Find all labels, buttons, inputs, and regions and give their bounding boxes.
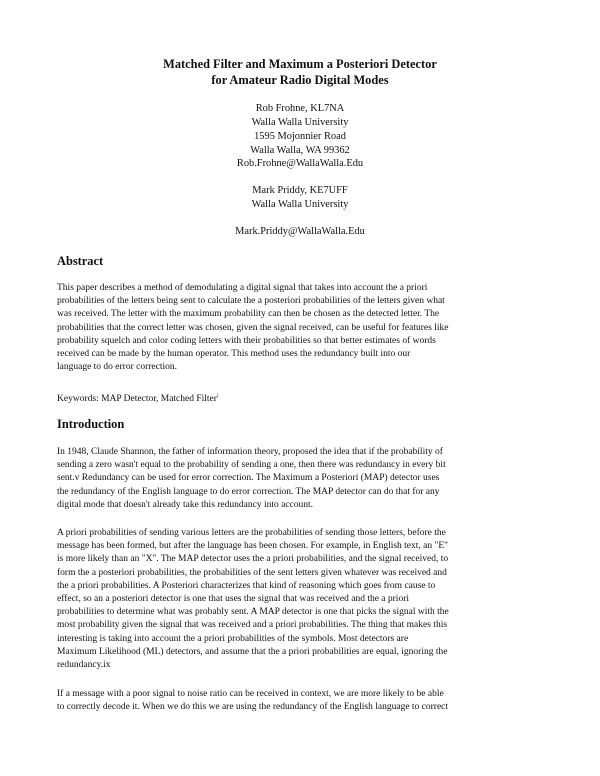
intro-line: A priori probabilities of sending various letters are the probabilities of sending those letters, before the <box>57 528 446 538</box>
intro-line: In 1948, Claude Shannon, the father of information theory, proposed the idea that if the probability of <box>57 447 443 457</box>
abstract-line: received can be made by the human operator. This method uses the redundancy built into our <box>57 349 411 360</box>
keywords-text: Keywords: MAP Detector, Matched Filter <box>57 394 217 405</box>
paper-title-line-1: Matched Filter and Maximum a Posteriori Detector <box>163 57 437 71</box>
intro-line: Maximum Likelihood (ML) detectors, and assume that the a priori probabilities are equal, ignoring the <box>57 646 448 657</box>
author2-name: Mark Priddy, KE7UFF <box>252 185 348 196</box>
intro-line: sent.v Redundancy can be used for error correction. The Maximum a Posteriori (MAP) detector uses <box>57 473 440 484</box>
intro-paragraph-1 <box>57 446 547 512</box>
intro-paragraph-2 <box>57 527 547 672</box>
author1-email: Rob.Frohne@WallaWalla.Edu <box>236 158 364 169</box>
abstract-line: was received. The letter with the maximum probability can then be chosen as the detected letter. The <box>57 309 440 320</box>
author2-org: Walla Walla University <box>251 199 349 210</box>
footnote-mark: i <box>216 394 219 399</box>
intro-line: effect, so an a posteriori detector is one that uses the signal that was received and the a priori <box>57 594 409 605</box>
intro-line: the redundancy of the English language to do error correction. The MAP detector can do that for any <box>57 486 440 497</box>
intro-line: If a message with a poor signal to noise ratio can be received in context, we are more likely to be able <box>57 689 444 699</box>
abstract-line: language to do error correction. <box>57 362 178 373</box>
intro-line: interesting is taking into account the a priori probabilities of the symbols. Most detectors are <box>57 633 409 644</box>
author1-city: Walla Walla, WA 99362 <box>250 145 350 156</box>
intro-line: digital mode that doesn't already take this redundancy into account. <box>57 499 314 510</box>
intro-line: is more likely than an "X". The MAP detector uses the a priori probabilities, and the signal received, to <box>57 554 449 565</box>
author1-name: Rob Frohne, KL7NA <box>255 103 345 114</box>
intro-line: form the a posteriori probabilities, the probabilities of the sent letters given whatever was received and <box>57 567 447 578</box>
author1-org: Walla Walla University <box>251 117 349 128</box>
intro-line: redundancy.ix <box>57 660 111 671</box>
intro-line: the a priori probabilities. A Posteriori characterizes that kind of reasoning which goes from cause to <box>57 580 436 591</box>
abstract-line: probability squelch and color coding letters with their probabilities so that better estimates of words <box>57 335 436 346</box>
intro-line: sending a zero wasn't equal to the probability of sending a one, then there was redundancy in every bit <box>57 460 446 471</box>
intro-line: message has been formed, but after the language has been chosen. For example, in English text, an "E" <box>57 541 449 552</box>
paper-title-line-2: for Amateur Radio Digital Modes <box>211 73 389 87</box>
abstract-line: probabilities of the letters being sent to calculate the a posteriori probabilities of the letters given what <box>57 296 445 307</box>
introduction-heading: Introduction <box>57 417 125 431</box>
abstract-heading: Abstract <box>57 254 104 268</box>
keywords-line <box>57 390 218 406</box>
author2-email: Mark.Priddy@WallaWalla.Edu <box>235 226 365 237</box>
intro-line: probabilities to determine what was probably sent. A MAP detector is one that picks the signal with the <box>57 607 449 618</box>
intro-paragraph-3 <box>57 688 547 714</box>
abstract-paragraph <box>57 282 547 374</box>
author1-street: 1595 Mojonnier Road <box>254 131 346 142</box>
abstract-line: This paper describes a method of demodulating a digital signal that takes into account the a priori <box>57 283 428 293</box>
abstract-line: probabilities that the correct letter was chosen, given the signal received, can be useful for features like <box>57 322 449 333</box>
intro-line: to correctly decode it. When we do this we are using the redundancy of the English language to correct <box>57 702 449 713</box>
intro-line: most probability given the signal that was received and a priori probabilities. The thing that makes this <box>57 620 448 631</box>
